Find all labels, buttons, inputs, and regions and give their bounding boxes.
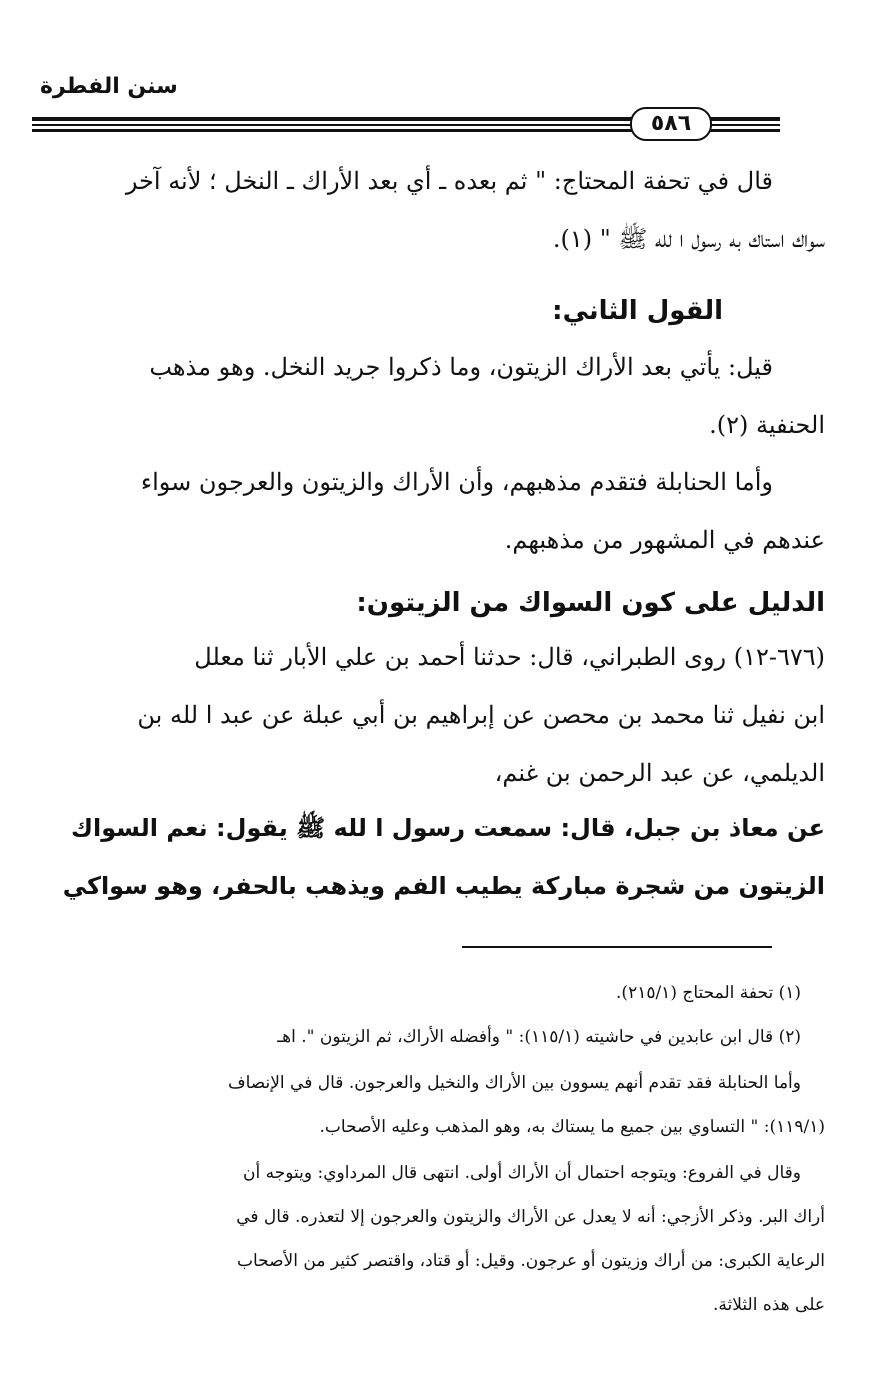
footnote-2-line: أراك البر. وذكر الأزجي: أنه لا يعدل عن الأراك والزيتون والعرجون إلا لتعذره. قال في	[236, 1207, 825, 1227]
page-number: ٥٨٦	[630, 107, 712, 141]
body-line: سواك استاك به رسول ا لله ﷺ " (١).	[552, 225, 825, 253]
footnote-1: (١) تحفة المحتاج (٢١٥/١).	[616, 983, 801, 1003]
footnote-2-line: وأما الحنابلة فقد تقدم أنهم يسوون بين الأراك والنخيل والعرجون. قال في الإنصاف	[227, 1073, 801, 1093]
footnote-2-line: (١١٩/١): " التساوي بين جميع ما يستاك به، وهو المذهب وعليه الأصحاب.	[319, 1117, 825, 1137]
body-line: عندهم في المشهور من مذهبهم.	[504, 526, 825, 554]
body-line: قال في تحفة المحتاج: " ثم بعده ـ أي بعد الأراك ـ النخل ؛ لأنه آخر	[125, 167, 773, 195]
body-line: (٦٧٦-١٢) روى الطبراني، قال: حدثنا أحمد بن علي الأبار ثنا معلل	[194, 643, 825, 671]
footnote-2-line: (٢) قال ابن عابدين في حاشيته (١١٥/١): " وأفضله الأراك، ثم الزيتون ". اهـ	[277, 1027, 801, 1047]
body-line: قيل: يأتي بعد الأراك الزيتون، وما ذكروا جريد النخل. وهو مذهب	[149, 353, 773, 381]
hadith-line: عن معاذ بن جبل، قال: سمعت رسول ا لله ﷺ يقول: نعم السواك	[71, 814, 825, 842]
footnote-2-line: على هذه الثلاثة.	[713, 1295, 825, 1315]
body-line: الديلمي، عن عبد الرحمن بن غنم،	[494, 759, 825, 787]
body-line: وأما الحنابلة فتقدم مذهبهم، وأن الأراك والزيتون والعرجون سواء	[140, 468, 773, 496]
hadith-line: الزيتون من شجرة مباركة يطيب الفم ويذهب بالحفر، وهو سواكي	[62, 872, 825, 900]
section-title: الدليل على كون السواك من الزيتون:	[356, 588, 825, 618]
subheading: القول الثاني:	[552, 296, 723, 326]
body-line: ابن نفيل ثنا محمد بن محصن عن إبراهيم بن أبي عبلة عن عبد ا لله بن	[137, 701, 825, 729]
footnote-2-line: الرعاية الكبرى: من أراك وزيتون أو عرجون. وقيل: أو قتاد، واقتصر كثير من الأصحاب	[236, 1251, 825, 1271]
book-title: سنن الفطرة	[40, 74, 178, 99]
footnote-rule	[462, 946, 772, 948]
body-line: الحنفية (٢).	[709, 411, 825, 439]
footnote-2-line: وقال في الفروع: ويتوجه احتمال أن الأراك أولى. انتهى قال المرداوي: ويتوجه أن	[242, 1163, 801, 1183]
